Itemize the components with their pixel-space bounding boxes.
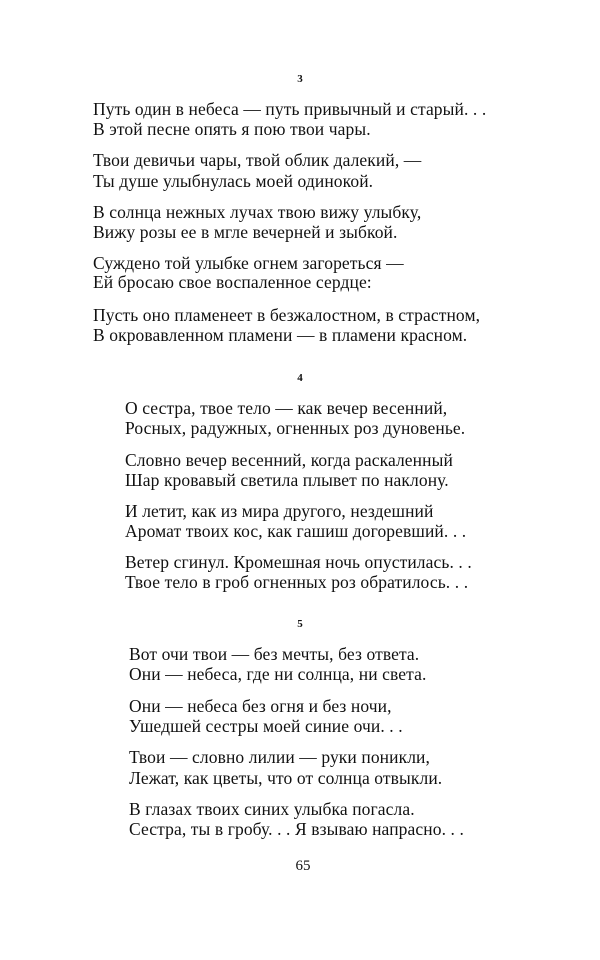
- poem-line: Вот очи твои — без мечты, без ответа.: [129, 644, 420, 664]
- poem-line: Пусть оно пламенеет в безжалостном, в страстном,: [93, 305, 481, 325]
- poem-line: Росных, радужных, огненных роз дуновенье.: [125, 418, 466, 438]
- poem-line: Ей бросаю свое воспаленное сердце:: [93, 272, 372, 292]
- poem-line: Они — небеса, где ни солнца, ни света.: [129, 664, 427, 684]
- poem-line: Ты душе улыбнулась моей одинокой.: [93, 171, 374, 191]
- poem-line: Сестра, ты в гробу. . . Я взываю напрасно. . .: [129, 819, 464, 839]
- poem-line: Суждено той улыбке огнем загореться —: [93, 253, 404, 273]
- poem-line: Лежат, как цветы, что от солнца отвыкли.: [129, 768, 443, 788]
- section-number: 4: [297, 372, 303, 384]
- section-number: 5: [297, 618, 303, 630]
- poem-line: В окровавленном пламени — в пламени красном.: [93, 325, 468, 345]
- poem-line: В глазах твоих синих улыбка погасла.: [129, 799, 415, 819]
- poem-line: О сестра, твое тело — как вечер весенний,: [125, 398, 448, 418]
- poem-line: Шар кровавый светила плывет по наклону.: [125, 470, 449, 490]
- poem-line: Путь один в небеса — путь привычный и старый. . .: [93, 99, 487, 119]
- poem-line: Они — небеса без огня и без ночи,: [129, 696, 392, 716]
- poem-line: Вижу розы ее в мгле вечерней и зыбкой.: [93, 222, 398, 242]
- poem-line: В солнца нежных лучах твою вижу улыбку,: [93, 202, 422, 222]
- poem-line: И летит, как из мира другого, нездешний: [125, 501, 434, 521]
- poem-line: Ветер сгинул. Кромешная ночь опустилась. . .: [125, 552, 472, 572]
- poem-line: Словно вечер весенний, когда раскаленный: [125, 450, 453, 470]
- poem-line: Твои — словно лилии — руки поникли,: [129, 747, 430, 767]
- section-number: 3: [297, 73, 303, 85]
- poem-line: Твое тело в гроб огненных роз обратилось. . .: [125, 572, 469, 592]
- poem-line: В этой песне опять я пою твои чары.: [93, 119, 371, 139]
- page-number: 65: [295, 858, 311, 874]
- poem-line: Твои девичьи чары, твой облик далекий, —: [93, 150, 422, 170]
- poem-line: Ушедшей сестры моей синие очи. . .: [129, 716, 403, 736]
- poem-line: Аромат твоих кос, как гашиш догоревший. . .: [125, 521, 467, 541]
